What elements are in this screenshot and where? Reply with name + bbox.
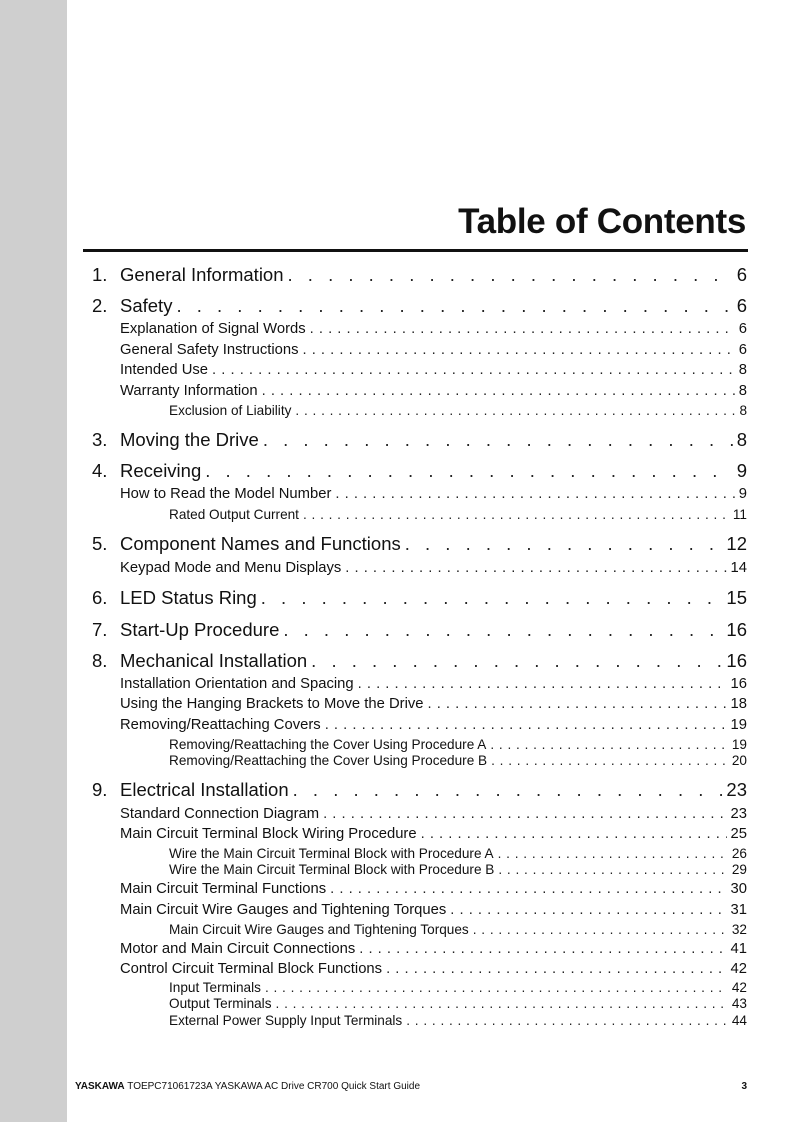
toc-title: General Safety Instructions — [120, 342, 299, 358]
dot-leader — [323, 806, 726, 822]
dot-leader — [302, 342, 734, 358]
toc-title: Mechanical Installation — [120, 650, 308, 671]
toc-entry[interactable] — [120, 560, 747, 576]
toc-number: 1. — [92, 264, 108, 285]
toc-page: 26 — [731, 846, 747, 861]
toc-title: LED Status Ring — [120, 587, 257, 608]
toc-page: 19 — [730, 717, 747, 733]
toc-title: Moving the Drive — [120, 429, 259, 450]
toc-page: 44 — [731, 1013, 747, 1028]
toc-page: 20 — [731, 753, 747, 768]
toc-entry[interactable] — [92, 533, 747, 555]
toc-entry[interactable] — [120, 717, 747, 733]
toc-page: 23 — [730, 806, 747, 822]
toc-title: Exclusion of Liability — [169, 403, 292, 418]
toc-entry[interactable] — [169, 846, 747, 861]
toc-title: Intended Use — [120, 362, 209, 378]
toc-entry[interactable] — [120, 902, 747, 918]
toc-title: Motor and Main Circuit Connections — [120, 941, 356, 957]
toc-entry[interactable] — [169, 980, 747, 995]
toc-entry[interactable] — [120, 806, 747, 822]
toc-title: Component Names and Functions — [120, 533, 401, 554]
toc-title: How to Read the Model Number — [120, 486, 332, 502]
dot-leader — [490, 737, 728, 752]
dot-leader — [405, 533, 723, 555]
footer-doc-title: TOEPC71061723A YASKAWA AC Drive CR700 Quick Start Guide — [127, 1081, 420, 1092]
toc-entry[interactable] — [120, 961, 747, 977]
title-rule — [83, 249, 748, 252]
toc-title: Receiving — [120, 460, 202, 481]
toc-title: Removing/Reattaching Covers — [120, 717, 321, 733]
toc-page: 6 — [736, 264, 747, 285]
toc-entry[interactable] — [120, 321, 747, 337]
toc-title: Start-Up Procedure — [120, 619, 280, 640]
toc-page: 8 — [739, 403, 747, 418]
dot-leader — [263, 429, 733, 451]
toc-page: 12 — [726, 533, 747, 554]
toc-entry[interactable] — [92, 587, 747, 609]
toc-entry[interactable] — [120, 342, 747, 358]
toc-page: 41 — [730, 941, 747, 957]
toc-page: 43 — [731, 996, 747, 1011]
toc-page: 31 — [730, 902, 747, 918]
toc-title: Main Circuit Terminal Block Wiring Procedure — [120, 826, 417, 842]
toc-page: 9 — [736, 460, 747, 481]
toc-title: Rated Output Current — [169, 507, 299, 522]
dot-leader — [261, 587, 723, 609]
toc-page: 16 — [726, 650, 747, 671]
dot-leader — [288, 264, 733, 286]
toc-title: Using the Hanging Brackets to Move the Drive — [120, 696, 424, 712]
toc-number: 3. — [92, 429, 108, 450]
dot-leader — [265, 980, 728, 995]
dot-leader — [262, 383, 735, 399]
toc-title: Input Terminals — [169, 980, 261, 995]
dot-leader — [473, 922, 728, 937]
toc-entry[interactable] — [92, 460, 747, 482]
toc-page: 14 — [730, 560, 747, 576]
dot-leader — [212, 362, 735, 378]
toc-title: General Information — [120, 264, 284, 285]
toc-number: 2. — [92, 295, 108, 316]
toc-title: Main Circuit Terminal Functions — [120, 881, 327, 897]
toc-page: 8 — [738, 362, 747, 378]
toc-page: 8 — [738, 383, 747, 399]
toc-number: 9. — [92, 779, 108, 800]
toc-page: 8 — [736, 429, 747, 450]
footer-brand: YASKAWA — [75, 1081, 125, 1092]
toc-number: 4. — [92, 460, 108, 481]
toc-page: 30 — [730, 881, 747, 897]
toc-page: 6 — [736, 295, 747, 316]
toc-entry[interactable] — [120, 383, 747, 399]
dot-leader — [491, 753, 728, 768]
dot-leader — [335, 486, 734, 502]
toc-entry[interactable] — [92, 295, 747, 317]
toc-entry[interactable] — [169, 1013, 747, 1028]
footer — [75, 1081, 420, 1092]
toc-title: Wire the Main Circuit Terminal Block with Procedure A — [169, 846, 494, 861]
toc-title: Electrical Installation — [120, 779, 289, 800]
toc-page: 6 — [738, 321, 747, 337]
toc-page: 16 — [730, 676, 747, 692]
toc-page: 11 — [732, 507, 747, 522]
dot-leader — [295, 403, 735, 418]
dot-leader — [498, 862, 728, 877]
dot-leader — [359, 941, 726, 957]
toc-entry[interactable] — [120, 676, 747, 692]
dot-leader — [205, 460, 732, 482]
dot-leader — [358, 676, 727, 692]
toc-entry[interactable] — [169, 922, 747, 937]
toc-entry[interactable] — [169, 507, 747, 522]
toc-page: 42 — [731, 980, 747, 995]
toc-title: Removing/Reattaching the Cover Using Procedure B — [169, 753, 488, 768]
toc-page: 29 — [731, 862, 747, 877]
toc-page: 15 — [726, 587, 747, 608]
dot-leader — [421, 826, 727, 842]
toc-page: 18 — [730, 696, 747, 712]
toc-title: Main Circuit Wire Gauges and Tightening Torques — [120, 902, 447, 918]
toc-number: 8. — [92, 650, 108, 671]
toc-title: Output Terminals — [169, 996, 272, 1011]
toc-entry[interactable] — [92, 264, 747, 286]
dot-leader — [325, 717, 727, 733]
toc-page: 6 — [738, 342, 747, 358]
toc-entry[interactable] — [120, 696, 747, 712]
toc-entry[interactable] — [92, 429, 747, 451]
dot-leader — [406, 1013, 728, 1028]
toc-entry[interactable] — [120, 941, 747, 957]
dot-leader — [427, 696, 726, 712]
toc-page: 42 — [730, 961, 747, 977]
toc-page: 25 — [730, 826, 747, 842]
toc-title: Main Circuit Wire Gauges and Tightening Torques — [169, 922, 469, 937]
dot-leader — [293, 779, 723, 801]
toc-page: 32 — [731, 922, 747, 937]
toc-entry[interactable] — [169, 403, 747, 418]
toc-title: External Power Supply Input Terminals — [169, 1013, 403, 1028]
toc-entry[interactable] — [120, 362, 747, 378]
toc-title: Standard Connection Diagram — [120, 806, 320, 822]
dot-leader — [310, 321, 735, 337]
toc-entry[interactable] — [92, 650, 747, 672]
dot-leader — [330, 881, 726, 897]
dot-leader — [450, 902, 726, 918]
dot-leader — [276, 996, 728, 1011]
toc-page: 9 — [738, 486, 747, 502]
dot-leader — [498, 846, 728, 861]
toc-entry[interactable] — [169, 737, 747, 752]
toc-title: Explanation of Signal Words — [120, 321, 306, 337]
dot-leader — [311, 650, 722, 672]
dot-leader — [303, 507, 729, 522]
toc-number: 6. — [92, 587, 108, 608]
margin-strip — [0, 0, 67, 1122]
toc-title: Warranty Information — [120, 383, 258, 399]
toc-entry[interactable] — [120, 826, 747, 842]
dot-leader — [283, 619, 722, 641]
toc-title: Wire the Main Circuit Terminal Block with Procedure B — [169, 862, 495, 877]
toc-title: Keypad Mode and Menu Displays — [120, 560, 342, 576]
dot-leader — [345, 560, 726, 576]
toc-entry[interactable] — [169, 753, 747, 768]
toc-page: 19 — [731, 737, 747, 752]
toc-title: Control Circuit Terminal Block Functions — [120, 961, 383, 977]
toc-entry[interactable] — [120, 881, 747, 897]
toc-entry[interactable] — [169, 996, 747, 1011]
toc-page: 23 — [726, 779, 747, 800]
dot-leader — [386, 961, 726, 977]
footer-page-number: 3 — [741, 1081, 747, 1092]
toc-entry[interactable] — [92, 779, 747, 801]
toc-title: Removing/Reattaching the Cover Using Procedure A — [169, 737, 487, 752]
toc-title: Safety — [120, 295, 173, 316]
toc-page: 16 — [726, 619, 747, 640]
toc-entry[interactable] — [120, 486, 747, 502]
toc-title: Installation Orientation and Spacing — [120, 676, 354, 692]
toc-entry[interactable] — [169, 862, 747, 877]
toc-number: 7. — [92, 619, 108, 640]
dot-leader — [176, 295, 732, 317]
page-title: Table of Contents — [458, 202, 746, 241]
toc-entry[interactable] — [92, 619, 747, 641]
toc-number: 5. — [92, 533, 108, 554]
